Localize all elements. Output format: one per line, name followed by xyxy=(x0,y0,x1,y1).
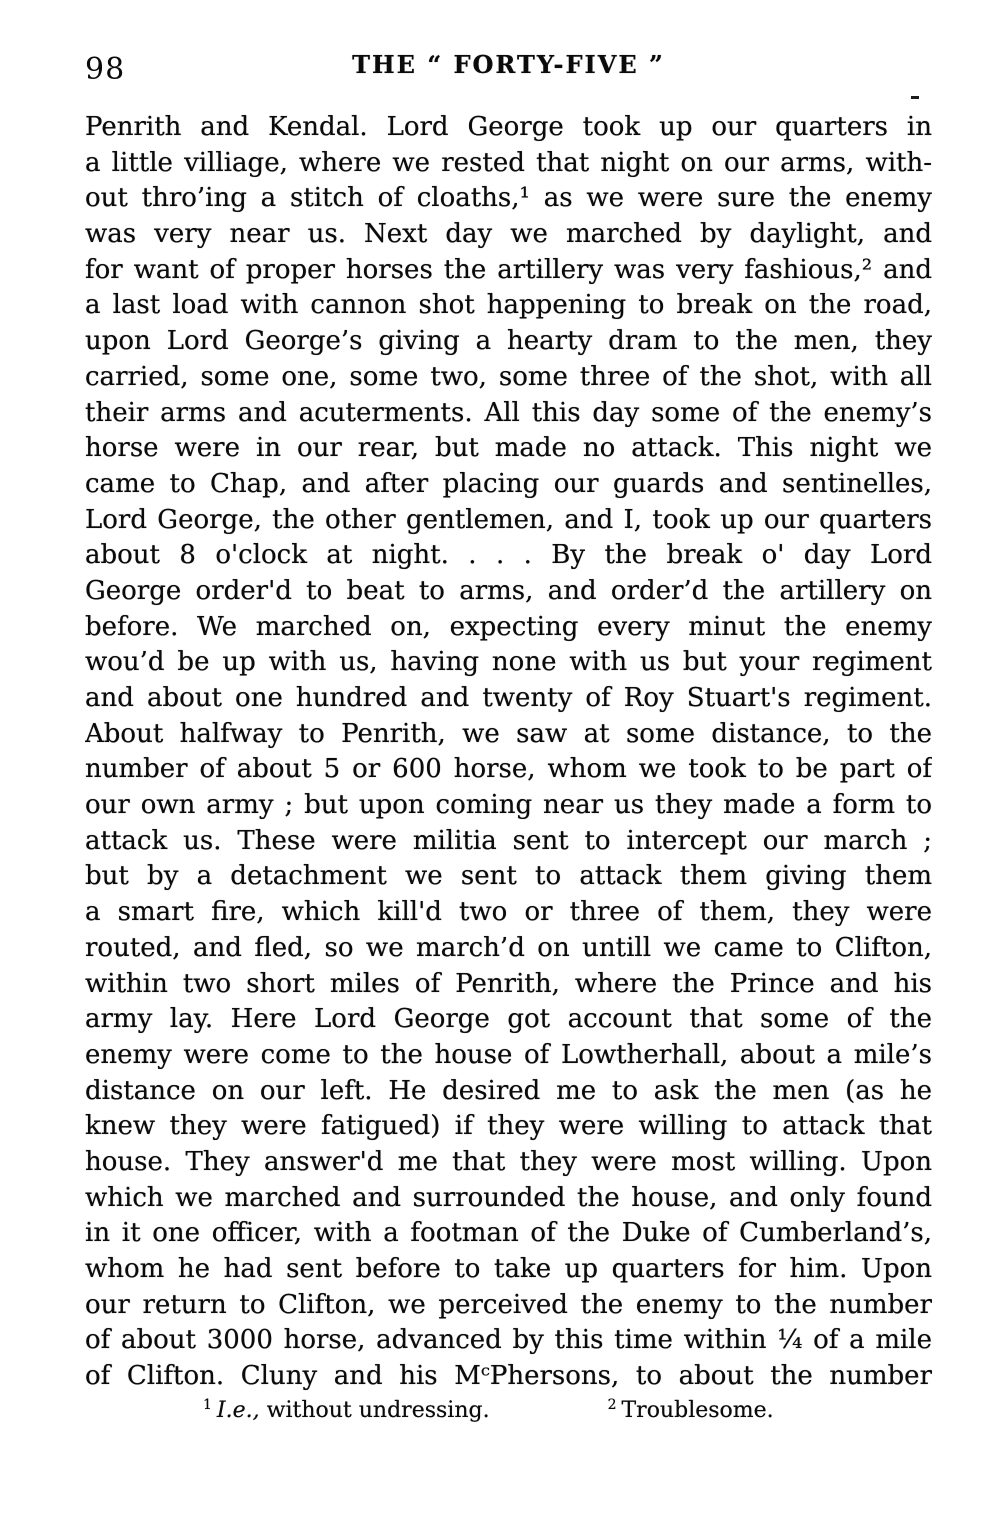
text-line: of Clifton. Cluny and his MᶜPhersons, to about the number xyxy=(85,1361,932,1392)
text-line: whom he had sent before to take up quarters for him. Upon xyxy=(85,1254,932,1284)
text-line: was very near us. Next day we marched by daylight, and xyxy=(85,219,932,250)
text-line: About halfway to Penrith, we saw at some distance, to the xyxy=(85,718,932,749)
text-line: a smart fire, which kill'd two or three of them, they were xyxy=(85,897,932,928)
text-line: number of about 5 or 600 horse, whom we took to be part of xyxy=(85,754,932,785)
footnote-marker: 2 xyxy=(607,1396,617,1413)
scan-artifact-mark xyxy=(911,96,919,99)
text-line: a little villiage, where we rested that night on our arms, with- xyxy=(85,147,932,178)
text-line: upon Lord George’s giving a hearty dram to the men, they xyxy=(85,326,932,357)
footnotes xyxy=(85,1396,932,1426)
text-line: in it one officer, with a footman of the Duke of Cumberland’s, xyxy=(85,1218,932,1249)
text-line: our return to Clifton, we perceived the enemy to the number xyxy=(85,1289,932,1320)
footnote-text: Troublesome. xyxy=(621,1398,774,1423)
footnote-marker: 1 xyxy=(203,1396,212,1413)
text-line: which we marched and surrounded the house, and only found xyxy=(85,1182,932,1213)
footnote xyxy=(203,1396,490,1426)
text-line: Lord George, the other gentlemen, and I, took up our quarters xyxy=(85,504,932,535)
text-line: distance on our left. He desired me to ask the men (as he xyxy=(85,1075,932,1106)
body-text xyxy=(85,110,932,1395)
text-line: George order'd to beat to arms, and order’d the artillery on xyxy=(85,575,932,606)
text-line: wou’d be up with us, having none with us but your regiment xyxy=(85,647,932,678)
text-line: enemy were come to the house of Lowtherhall, about a mile’s xyxy=(85,1039,932,1070)
text-line: a last load with cannon shot happening to break on the road, xyxy=(85,290,932,321)
footnote xyxy=(608,1396,774,1426)
running-title: THE “ FORTY-FIVE ” xyxy=(352,50,665,79)
footnote-text: without undressing. xyxy=(266,1398,490,1423)
text-line: out thro’ing a stitch of cloaths,¹ as we were sure the enemy xyxy=(85,183,932,214)
text-line: about 8 o'clock at night. . . . By the break o' day Lord xyxy=(85,540,932,571)
text-line: their arms and acuterments. All this day some of the enemy’s xyxy=(85,397,932,428)
text-line: our own army ; but upon coming near us they made a form to xyxy=(85,790,932,821)
page-number: 98 xyxy=(85,52,126,87)
text-line: of about 3000 horse, advanced by this time within ¼ of a mile xyxy=(85,1325,932,1356)
text-line: before. We marched on, expecting every minut the enemy xyxy=(85,611,932,642)
text-line: routed, and fled, so we march’d on untill we came to Clifton, xyxy=(85,932,932,963)
text-line: knew they were fatigued) if they were willing to attack that xyxy=(85,1111,932,1142)
page-header xyxy=(85,50,932,90)
text-line: attack us. These were militia sent to intercept our march ; xyxy=(85,825,932,856)
text-line: for want of proper horses the artillery was very fashious,² and xyxy=(85,254,932,285)
text-line: came to Chap, and after placing our guards and sentinelles, xyxy=(85,468,932,499)
text-line: within two short miles of Penrith, where the Prince and his xyxy=(85,968,932,999)
text-line: but by a detachment we sent to attack them giving them xyxy=(85,861,932,892)
text-line: carried, some one, some two, some three of the shot, with all xyxy=(85,361,932,392)
text-line: horse were in our rear, but made no attack. This night we xyxy=(85,433,932,464)
text-line: and about one hundred and twenty of Roy Stuart's regiment. xyxy=(85,683,932,713)
text-line: Penrith and Kendal. Lord George took up our quarters in xyxy=(85,112,932,142)
footnote-lead-italic: I.e., xyxy=(216,1398,260,1423)
text-line: army lay. Here Lord George got account that some of the xyxy=(85,1004,932,1035)
text-line: house. They answer'd me that they were most willing. Upon xyxy=(85,1146,932,1177)
